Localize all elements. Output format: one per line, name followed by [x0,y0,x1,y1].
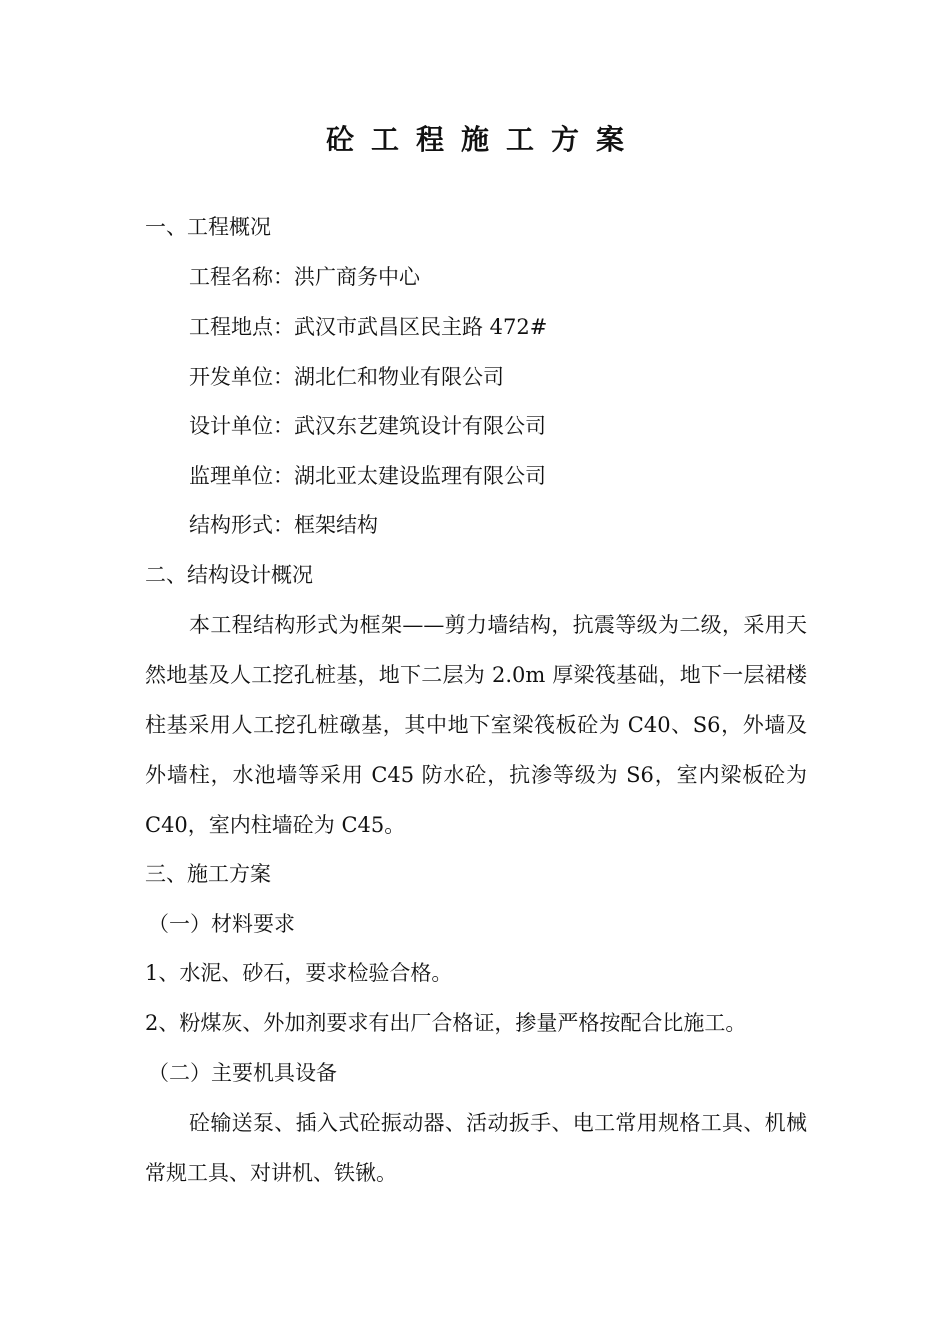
project-location-line: 工程地点：武汉市武昌区民主路 472# [189,315,548,339]
section-heading-structure: 二、结构设计概况 [145,563,313,587]
equipment-paragraph: 砼输送泵、插入式砼振动器、活动扳手、电工常用规格工具、机械常规工具、对讲机、铁锹。 [145,1111,807,1185]
document-title: 砼工程施工方案 [325,123,641,156]
developer-line: 开发单位：湖北仁和物业有限公司 [189,365,504,389]
subsection-heading-equipment: （二）主要机具设备 [148,1061,337,1085]
project-name-line: 工程名称：洪广商务中心 [189,265,420,289]
material-item-1: 1、水泥、砂石，要求检验合格。 [145,961,453,985]
section-heading-construction: 三、施工方案 [145,862,271,886]
subsection-heading-materials: （一）材料要求 [148,912,295,936]
material-item-2: 2、粉煤灰、外加剂要求有出厂合格证，掺量严格按配合比施工。 [145,1011,747,1035]
structure-paragraph: 本工程结构形式为框架——剪力墙结构，抗震等级为二级，采用天然地基及人工挖孔桩基，地下二层为 2.0m 厚梁筏基础，地下一层裙楼柱基采用人工挖孔桩礅基，其中地下室梁筏板砼为 C40、S6，外墙及外墙柱，水池墙等采用 C45 防水砼，抗渗等级为 S6，室内梁板砼为 C40，室内柱墙砼为 C45。 [145,613,807,837]
supervisor-line: 监理单位：湖北亚太建设监理有限公司 [189,464,546,488]
structure-type-line: 结构形式：框架结构 [189,513,378,537]
designer-line: 设计单位：武汉东艺建筑设计有限公司 [189,414,546,438]
section-heading-overview: 一、工程概况 [145,215,271,239]
